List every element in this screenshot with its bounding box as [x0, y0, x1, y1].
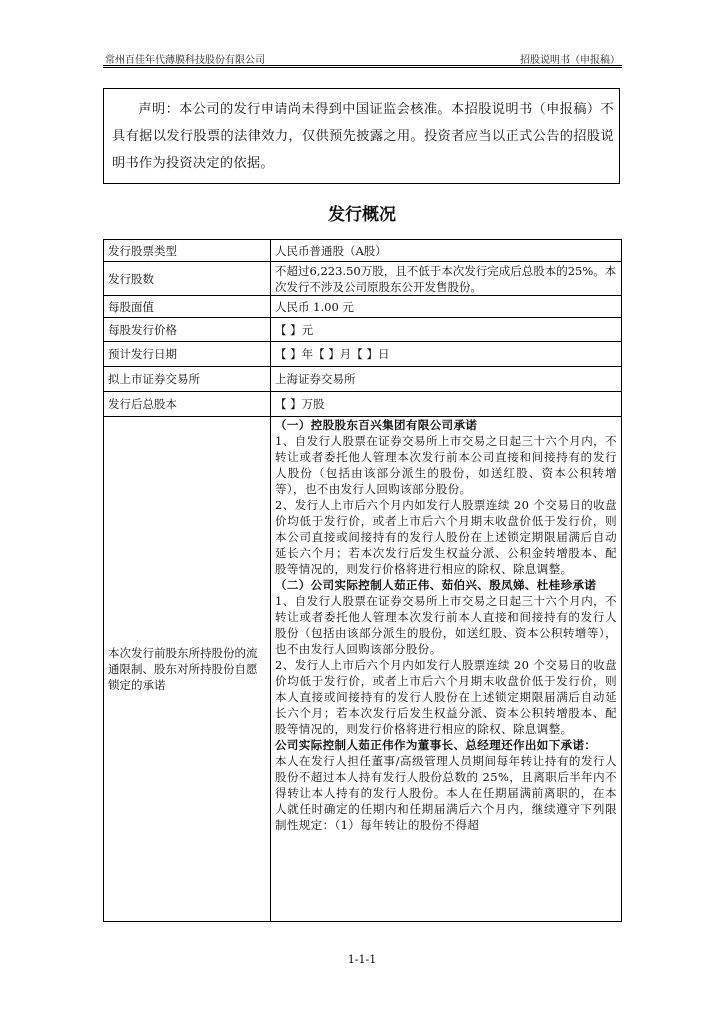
- row-label: 发行股数: [104, 262, 271, 296]
- row-value: 【 】万股: [271, 392, 622, 417]
- lockup-paragraph-1: 1、自发行人股票在证券交易所上市交易之日起三十六个月内，不转让或者委托他人管理本次发行前本公司直接和间接持有的发行人股份（包括由该部分派生的股份，如送红股、资本公积转增等），也不由发行人回购该部分股份。: [275, 434, 617, 496]
- lockup-paragraph-3: 1、自发行人股票在证券交易所上市交易之日起三十六个月内，不转让或者委托他人管理本次发行前本人直接和间接持有的发行人股份（包括由该部分派生的股份，如送红股、资本公积转增等），也不由发行人回购该部分股份。: [275, 594, 617, 656]
- row-label: 每股面值: [104, 296, 271, 318]
- row-label: 发行后总股本: [104, 392, 271, 417]
- row-label: 拟上市证券交易所: [104, 367, 271, 392]
- header-rule: [103, 67, 622, 68]
- row-value: 上海证券交易所: [271, 367, 622, 392]
- row-label: 每股发行价格: [104, 318, 271, 342]
- row-label: 预计发行日期: [104, 342, 271, 367]
- disclaimer-box: [103, 88, 620, 184]
- row-label: 发行股票类型: [104, 240, 271, 262]
- lockup-heading-1: （一）控股股东百兴集团有限公司承诺: [275, 418, 478, 432]
- table-row-lockup: [104, 417, 622, 922]
- table-row: [104, 296, 622, 318]
- lockup-heading-2: （二）公司实际控制人茹正伟、茹伯兴、殷凤娣、杜桂珍承诺: [275, 578, 597, 592]
- table-row: [104, 240, 622, 262]
- lockup-paragraph-2: 2、发行人上市后六个月内如发行人股票连续 20 个交易日的收盘价均低于发行价，或者上市后六个月期末收盘价低于发行价，则本公司直接或间接持有的发行人股份在上述锁定期限届满后自动延长六个月；若本次发行后发生权益分派、公积金转增股本、配股等情况的，则发行价格将进行相应的除权、除息调整。: [275, 498, 617, 576]
- row-value: 不超过6,223.50万股，且不低于本次发行完成后总股本的25%。本次发行不涉及公司原股东公开发售股份。: [271, 262, 622, 296]
- disclaimer-text: 声明：本公司的发行申请尚未得到中国证监会核准。本招股说明书（申报稿）不具有据以发行股票的法律效力，仅供预先披露之用。投资者应当以正式公告的招股说明书作为投资决定的依据。: [112, 102, 614, 171]
- lockup-content: [271, 417, 622, 922]
- table-row: [104, 367, 622, 392]
- lockup-paragraph-5: 本人在发行人担任董事/高级管理人员期间每年转让持有的发行人股份不超过本人持有发行人股份总数的 25%，且离职后半年内不得转让本人持有的发行人股份。本人在任期届满前离职的，在本人就任时确定的任期内和任期届满后六个月内，继续遵守下列限制性规定：（1）每年转让的股份不得超: [275, 754, 617, 832]
- header-company: 常州百佳年代薄膜科技股份有限公司: [105, 55, 265, 66]
- row-value: 【 】年【 】月【 】日: [271, 342, 622, 367]
- lockup-heading-3: 公司实际控制人茹正伟作为董事长、总经理还作出如下承诺：: [275, 738, 597, 752]
- page-title: 发行概况: [328, 205, 396, 225]
- table-row: [104, 318, 622, 342]
- page-header: [103, 50, 622, 66]
- header-doc-title: 招股说明书（申报稿）: [520, 55, 620, 66]
- row-value: 【 】元: [271, 318, 622, 342]
- table-row: [104, 262, 622, 296]
- row-value: 人民币 1.00 元: [271, 296, 622, 318]
- issuance-table: [103, 239, 622, 922]
- lockup-label: 本次发行前股东所持股份的流通限制、股东对所持股份自愿锁定的承诺: [104, 417, 271, 922]
- page-number: 1-1-1: [347, 953, 377, 966]
- table-row: [104, 392, 622, 417]
- table-row: [104, 342, 622, 367]
- lockup-paragraph-4: 2、发行人上市后六个月内如发行人股票连续 20 个交易日的收盘价均低于发行价，或者上市后六个月期末收盘价低于发行价，则本人直接或间接持有的发行人股份在上述锁定期限届满后自动延长六个月；若本次发行后发生权益分派、资本公积转增股本、配股等情况的，则发行价格将进行相应的除权、除息调整。: [275, 658, 617, 736]
- row-value: 人民币普通股（A股）: [271, 240, 622, 262]
